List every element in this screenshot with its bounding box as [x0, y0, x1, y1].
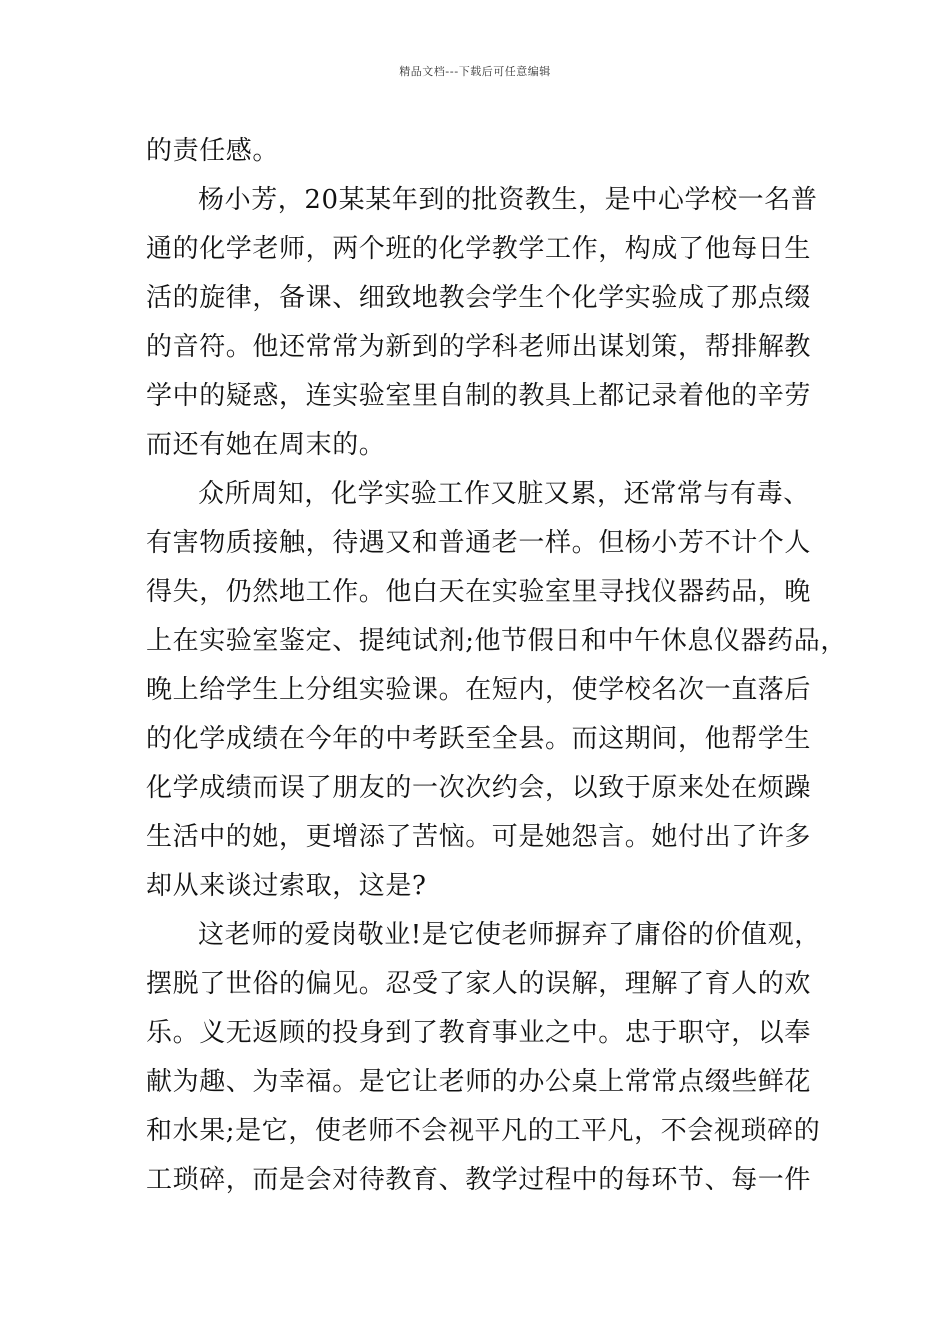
text-line: 众所周知，化学实验工作又脏又累，还常常与有毒、 — [198, 479, 810, 509]
text-line: 而还有她在周末的。 — [146, 430, 386, 460]
text-line: 晚上给学生上分组实验课。在短内，使学校名次一直落后 — [146, 675, 812, 705]
paragraph — [146, 127, 806, 176]
text-line: 和水果;是它，使老师不会视平凡的工平凡，不会视琐碎的 — [146, 1116, 821, 1146]
text-line: 有害物质接触，待遇又和普通老一样。但杨小芳不计个人 — [146, 528, 812, 558]
text-line: 乐。义无返顾的投身到了教育事业之中。忠于职守，以奉 — [146, 1018, 812, 1048]
text-line: 杨小芳，20某某年到的批资教生，是中心学校一名普 — [198, 185, 818, 215]
text-line: 上在实验室鉴定、提纯试剂;他节假日和中午休息仪器药品， — [146, 626, 847, 656]
text-line: 化学成绩而误了朋友的一次次约会，以致于原来处在烦躁 — [146, 773, 812, 803]
paragraph — [146, 911, 821, 1205]
document-body — [146, 127, 847, 1205]
paragraph — [146, 176, 818, 470]
text-line: 献为趣、为幸福。是它让老师的办公桌上常常点缀些鲜花 — [146, 1067, 812, 1097]
text-line: 得失，仍然地工作。他白天在实验室里寻找仪器药品，晚 — [146, 577, 812, 607]
text-line: 的责任感。 — [146, 136, 280, 166]
page-header: 精品文档---下载后可任意编辑 — [399, 65, 551, 78]
text-line: 却从来谈过索取，这是? — [146, 871, 427, 901]
text-line: 学中的疑惑，连实验室里自制的教具上都记录着他的辛劳 — [146, 381, 812, 411]
paragraph — [146, 470, 847, 911]
text-line: 摆脱了世俗的偏见。忍受了家人的误解，理解了育人的欢 — [146, 969, 812, 999]
text-line: 工琐碎，而是会对待教育、教学过程中的每环节、每一件 — [146, 1165, 812, 1195]
text-line: 活的旋律，备课、细致地教会学生个化学实验成了那点缀 — [146, 283, 812, 313]
text-line: 通的化学老师，两个班的化学教学工作，构成了他每日生 — [146, 234, 812, 264]
text-line: 生活中的她，更增添了苦恼。可是她怨言。她付出了许多 — [146, 822, 812, 852]
text-line: 的音符。他还常常为新到的学科老师出谋划策，帮排解教 — [146, 332, 812, 362]
text-line: 这老师的爱岗敬业!是它使老师摒弃了庸俗的价值观， — [198, 920, 821, 950]
text-line: 的化学成绩在今年的中考跃至全县。而这期间，他帮学生 — [146, 724, 812, 754]
